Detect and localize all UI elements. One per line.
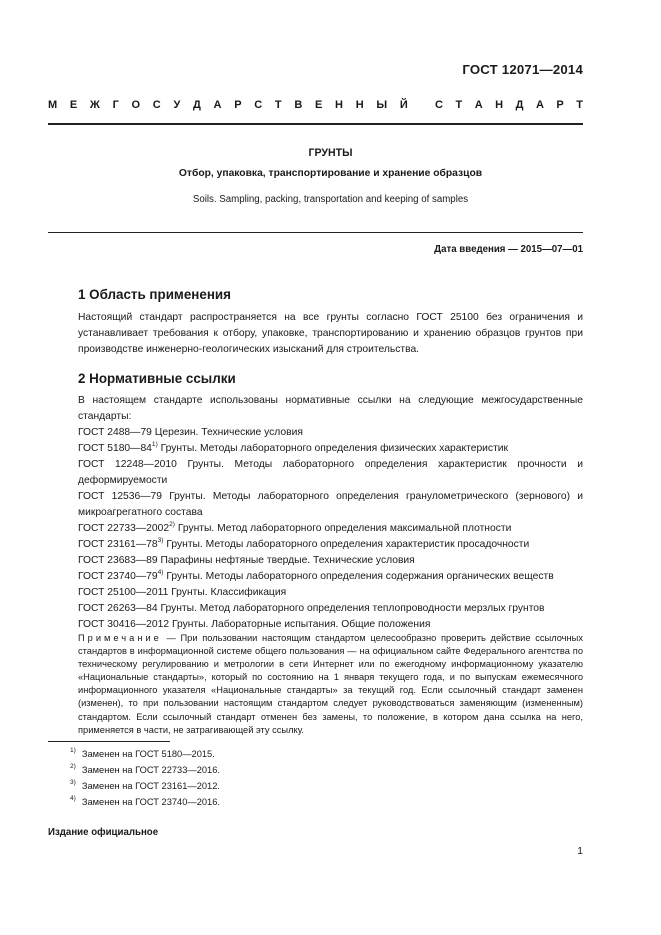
- banner-letter: О: [131, 99, 141, 111]
- banner-letter: Ж: [89, 99, 100, 111]
- reference-title: Грунты. Классификация: [168, 587, 287, 598]
- footnote-text: Заменен на ГОСТ 23740—2016.: [81, 797, 220, 807]
- reference-item: [48, 457, 583, 489]
- reference-title: Грунты. Методы лабораторного определения гранулометрического (зернового) и микроагрегатного состава: [78, 491, 583, 518]
- banner-letter: Р: [556, 99, 564, 111]
- reference-code: ГОСТ 22733—2002: [78, 523, 170, 534]
- banner-letter: М: [48, 99, 58, 111]
- reference-title: Грунты. Методы лабораторного определения физических характеристик: [157, 443, 509, 454]
- page-number: 1: [577, 846, 583, 857]
- reference-item: [48, 553, 583, 569]
- banner-letter: С: [435, 99, 443, 111]
- reference-code: ГОСТ 26263—84: [78, 603, 158, 614]
- banner-letter: Р: [234, 99, 242, 111]
- banner-letter: Д: [515, 99, 524, 111]
- banner-letter: Д: [193, 99, 201, 111]
- banner-letter: В: [294, 99, 303, 111]
- banner-letter: Н: [495, 99, 504, 111]
- banner-letter: А: [474, 99, 483, 111]
- banner-letter: Т: [455, 99, 463, 111]
- reference-list: [48, 425, 583, 633]
- footnote-item: [70, 762, 220, 778]
- normative-references: [48, 393, 583, 633]
- footnote-text: Заменен на ГОСТ 23161—2012.: [81, 781, 220, 791]
- reference-code: ГОСТ 23740—79: [78, 571, 158, 582]
- footnote-mark: 4): [70, 795, 76, 802]
- reference-title: Грунты. Метод лабораторного определения максимальной плотности: [174, 523, 512, 534]
- reference-title: Грунты. Лабораторные испытания. Общие положения: [169, 619, 431, 630]
- banner-letter: Н: [335, 99, 343, 111]
- reference-title: Грунты. Метод лабораторного определения теплопроводности мерзлых грунтов: [157, 603, 545, 614]
- standard-code: ГОСТ 12071—2014: [462, 62, 583, 77]
- reference-item: [48, 569, 583, 585]
- footnote-divider: [48, 741, 170, 742]
- document-title: ГРУНТЫ: [308, 147, 353, 159]
- reference-code: ГОСТ 25100—2011: [78, 587, 169, 598]
- footnote-mark: 3): [70, 779, 76, 786]
- section-1-heading: 1 Область применения: [78, 287, 231, 302]
- footnote-marker: 3): [157, 537, 164, 544]
- reference-code: ГОСТ 5180—84: [78, 443, 152, 454]
- footnote-item: [70, 746, 220, 762]
- reference-title: Грунты. Методы лабораторного определения содержания органических веществ: [163, 571, 554, 582]
- banner-letter: Т: [576, 99, 583, 111]
- reference-code: ГОСТ 2488—79: [78, 427, 152, 438]
- note-text: — При пользовании настоящим стандартом целесообразно проверить действие ссылочных стандартов в информационной системе общего пользования — на официальном сайте Федерального агентства по техническому регулированию и метрологии в сети Интернет или по ежегодному информационному указателю «Национальные стандарты», который по состоянию на 1 января текущего года, и по выпускам ежемесячного информационного указателя «Национальные стандарты» за текущий год. Если ссылочный стандарт заменен (изменен), то при пользовании настоящим стандартом следует руководствоваться заменяющим (измененным) стандартом. Если ссылочный стандарт отменен без замены, то положение, в котором дана ссылка на него, применяется в части, не затрагивающей эту ссылку.: [78, 633, 583, 735]
- footnote-marker: 1): [151, 441, 158, 448]
- banner-letter: Ы: [376, 99, 388, 111]
- reference-item: [48, 585, 583, 601]
- introduction-date: Дата введения — 2015—07—01: [434, 244, 583, 255]
- reference-title: Парафины нефтяные твердые. Технические условия: [157, 555, 415, 566]
- note-paragraph: [48, 632, 583, 737]
- reference-code: ГОСТ 30416—2012: [78, 619, 170, 630]
- reference-code: ГОСТ 23161—78: [78, 539, 158, 550]
- section-1-paragraph: Настоящий стандарт распространяется на все грунты согласно ГОСТ 25100 без ограничения и устанавливает требования к отбору, упаковке, транспортированию и хранению образцов грунтов при производстве инженерно-геологических изысканий для строительства.: [78, 312, 583, 355]
- reference-code: ГОСТ 12536—79: [78, 491, 162, 502]
- reference-title: Грунты. Методы лабораторного определения характеристик просадочности: [163, 539, 530, 550]
- footnote-marker: 4): [157, 569, 164, 576]
- reference-item: [48, 425, 583, 441]
- reference-item: [48, 489, 583, 521]
- banner-letter: У: [173, 99, 181, 111]
- footnote-text: Заменен на ГОСТ 5180—2015.: [81, 749, 215, 759]
- banner-letter: Е: [315, 99, 323, 111]
- footnotes: [70, 746, 220, 810]
- note-label: Примечание: [78, 633, 162, 643]
- reference-code: ГОСТ 12248—2010: [78, 459, 177, 470]
- reference-title: Церезин. Технические условия: [151, 427, 303, 438]
- banner-letter: Й: [399, 99, 408, 111]
- reference-item: [48, 617, 583, 633]
- references-intro: В настоящем стандарте использованы нормативные ссылки на следующие межгосударственные стандарты:: [78, 395, 583, 422]
- reference-item: [48, 441, 583, 457]
- footnote-mark: 1): [70, 747, 76, 754]
- header-divider: [48, 123, 583, 125]
- section-1-text: [48, 310, 583, 358]
- reference-code: ГОСТ 23683—89: [78, 555, 158, 566]
- reference-title: Грунты. Методы лабораторного определения характеристик прочности и деформируемости: [78, 459, 583, 486]
- banner-letter: С: [152, 99, 161, 111]
- footnote-text: Заменен на ГОСТ 22733—2016.: [81, 765, 220, 775]
- standard-type-banner: [48, 99, 583, 111]
- banner-letter: Е: [69, 99, 78, 111]
- english-title: Soils. Sampling, packing, transportation and keeping of samples: [192, 194, 469, 205]
- banner-letter: Т: [274, 99, 282, 111]
- banner-word-standard: [435, 99, 583, 111]
- reference-item: [48, 601, 583, 617]
- document-subtitle: Отбор, упаковка, транспортирование и хранение образцов: [178, 168, 483, 179]
- footnote-marker: 2): [169, 521, 175, 528]
- section-2-heading: 2 Нормативные ссылки: [78, 371, 236, 386]
- footnote-mark: 2): [70, 763, 76, 770]
- banner-letter: Н: [355, 99, 364, 111]
- banner-letter: Г: [112, 99, 119, 111]
- references-note: [48, 632, 583, 737]
- banner-letter: А: [213, 99, 222, 111]
- footnote-item: [70, 794, 220, 810]
- title-divider: [48, 232, 583, 233]
- reference-item: [48, 521, 583, 537]
- banner-word-interstate: [48, 99, 408, 111]
- reference-item: [48, 537, 583, 553]
- footnote-item: [70, 778, 220, 794]
- banner-letter: А: [535, 99, 544, 111]
- banner-letter: С: [254, 99, 263, 111]
- official-edition-label: Издание официальное: [48, 827, 159, 838]
